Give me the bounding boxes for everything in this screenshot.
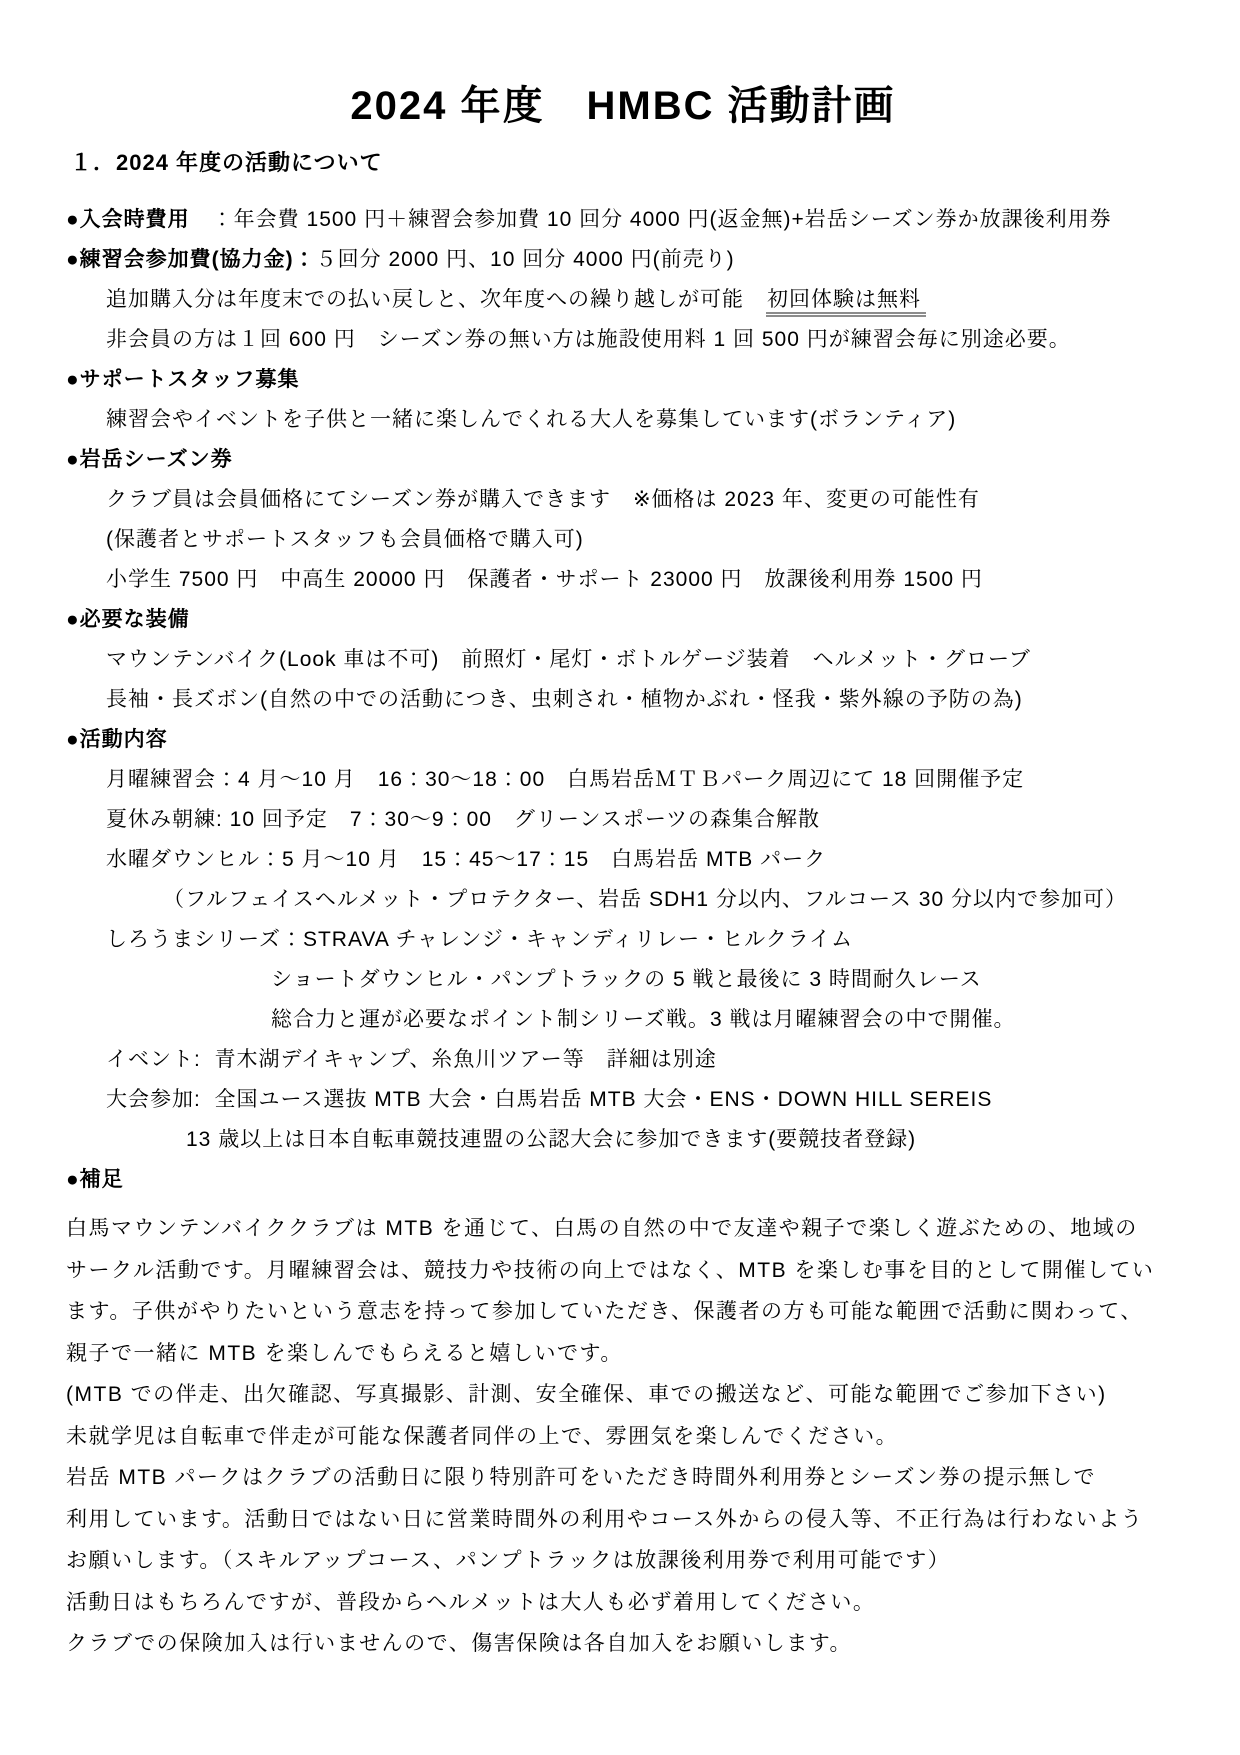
practice-fee-note2: 非会員の方は１回 600 円 シーズン券の無い方は施設使用料 1 回 500 円が練習会毎に別途必要。 <box>106 328 1071 351</box>
supplement-line: 親子で一緒に MTB を楽しんでもらえると嬉しいです。 <box>66 1341 623 1365</box>
practice-fee-note1 <box>66 280 1180 320</box>
bullet-supplement: ●補足 <box>66 1168 124 1191</box>
supplement-paragraph <box>66 1208 1180 1665</box>
section-body <box>66 200 1180 1665</box>
bullet-activities: ●活動内容 <box>66 728 168 751</box>
doc-title: 2024 年度 HMBC 活動計画 <box>350 84 896 128</box>
bullet-join-fee-label: ●入会時費用 <box>66 208 190 231</box>
activity-competitions: 大会参加: 全国ユース選抜 MTB 大会・白馬岩岳 MTB 大会・ENS・DOWN HILL SEREIS <box>106 1088 993 1111</box>
supplement-line: 白馬マウンテンバイククラブは MTB を通じて、白馬の自然の中で友達や親子で楽しく遊ぶための、地域の <box>66 1217 1138 1240</box>
activity-shirouma-series-note2: 総合力と運が必要なポイント制シリーズ戦。3 戦は月曜練習会の中で開催。 <box>271 1008 1016 1031</box>
equipment-note1: マウンテンバイク(Look 車は不可) 前照灯・尾灯・ボトルゲージ装着 ヘルメット・グローブ <box>106 648 1031 671</box>
bullet-equipment: ●必要な装備 <box>66 608 190 631</box>
bullet-support-staff: ●サポートスタッフ募集 <box>66 368 300 391</box>
activity-competitions-note: 13 歳以上は日本自転車競技連盟の公認大会に参加できます(要競技者登録) <box>186 1128 917 1151</box>
supplement-line: 岩岳 MTB パークはクラブの活動日に限り特別許可をいただき時間外利用券とシーズン券の提示無しで <box>66 1466 1096 1489</box>
bullet-practice-fee-label: ●練習会参加費(協力金)： <box>66 248 316 271</box>
section-heading: １．2024 年度の活動について <box>70 150 383 175</box>
supplement-line: (MTB での伴走、出欠確認、写真撮影、計測、安全確保、車での搬送など、可能な範囲でご参加下さい) <box>66 1383 1107 1406</box>
activity-wednesday-downhill: 水曜ダウンヒル：5 月～10 月 15：45～17：15 白馬岩岳 MTB パーク <box>106 848 827 871</box>
supplement-line: ます。子供がやりたいという意志を持って参加していただき、保護者の方も可能な範囲で活動に関わって、 <box>66 1300 1143 1323</box>
season-pass-note1: クラブ員は会員価格にてシーズン券が購入できます ※価格は 2023 年、変更の可能性有 <box>106 488 980 511</box>
equipment-note2: 長袖・長ズボン(自然の中での活動につき、虫刺され・植物かぶれ・怪我・紫外線の予防の為) <box>106 688 1023 711</box>
activity-shirouma-series: しろうまシリーズ：STRAVA チャレンジ・キャンディリレー・ヒルクライム <box>106 928 854 951</box>
supplement-line: 活動日はもちろんですが、普段からヘルメットは大人も必ず着用してください。 <box>66 1590 876 1614</box>
activity-wednesday-downhill-note: （フルフェイスヘルメット・プロテクター、岩岳 SDH1 分以内、フルコース 30 分以内で参加可） <box>163 888 1127 911</box>
activity-shirouma-series-note1: ショートダウンヒル・パンプトラックの 5 戦と最後に 3 時間耐久レース <box>271 968 982 991</box>
activity-events: イベント: 青木湖デイキャンプ、糸魚川ツアー等 詳細は別途 <box>106 1048 717 1071</box>
supplement-line: お願いします。（スキルアップコース、パンプトラックは放課後利用券で利用可能です） <box>66 1549 951 1572</box>
supplement-line: サークル活動です。月曜練習会は、競技力や技術の向上ではなく、MTB を楽しむ事を目的として開催してい <box>66 1258 1155 1282</box>
season-pass-prices: 小学生 7500 円 中高生 20000 円 保護者・サポート 23000 円 放課後利用券 1500 円 <box>106 568 983 591</box>
activity-summer-practice: 夏休み朝練: 10 回予定 7：30～9：00 グリーンスポーツの森集合解散 <box>106 808 821 831</box>
bullet-practice-fee-text: ５回分 2000 円、10 回分 4000 円(前売り) <box>315 248 735 271</box>
bullet-practice-fee <box>66 240 1180 280</box>
bullet-join-fee-text: ：年会費 1500 円＋練習会参加費 10 回分 4000 円(返金無)+岩岳シーズン券か放課後利用券 <box>189 208 1112 231</box>
season-pass-note2: (保護者とサポートスタッフも会員価格で購入可) <box>106 528 584 551</box>
bullet-season-pass: ●岩岳シーズン券 <box>66 448 233 471</box>
supplement-line: 利用しています。活動日ではない日に営業時間外の利用やコース外からの侵入等、不正行為は行わないよう <box>66 1507 1144 1531</box>
supplement-line: 未就学児は自転車で伴走が可能な保護者同伴の上で、雰囲気を楽しんでください。 <box>66 1424 899 1448</box>
practice-fee-note1-text: 追加購入分は年度末での払い戻しと、次年度への繰り越しが可能 <box>106 288 766 311</box>
supplement-line: クラブでの保険加入は行いませんので、傷害保険は各自加入をお願いします。 <box>66 1632 853 1655</box>
support-staff-note: 練習会やイベントを子供と一緒に楽しんでくれる大人を募集しています(ボランティア) <box>106 408 957 431</box>
first-trial-free-underlined: 初回体験は無料 <box>766 288 926 317</box>
activity-monday-practice: 月曜練習会：4 月～10 月 16：30～18：00 白馬岩岳ＭＴＢパーク周辺にて 18 回開催予定 <box>106 768 1025 791</box>
bullet-join-fee <box>66 200 1180 240</box>
